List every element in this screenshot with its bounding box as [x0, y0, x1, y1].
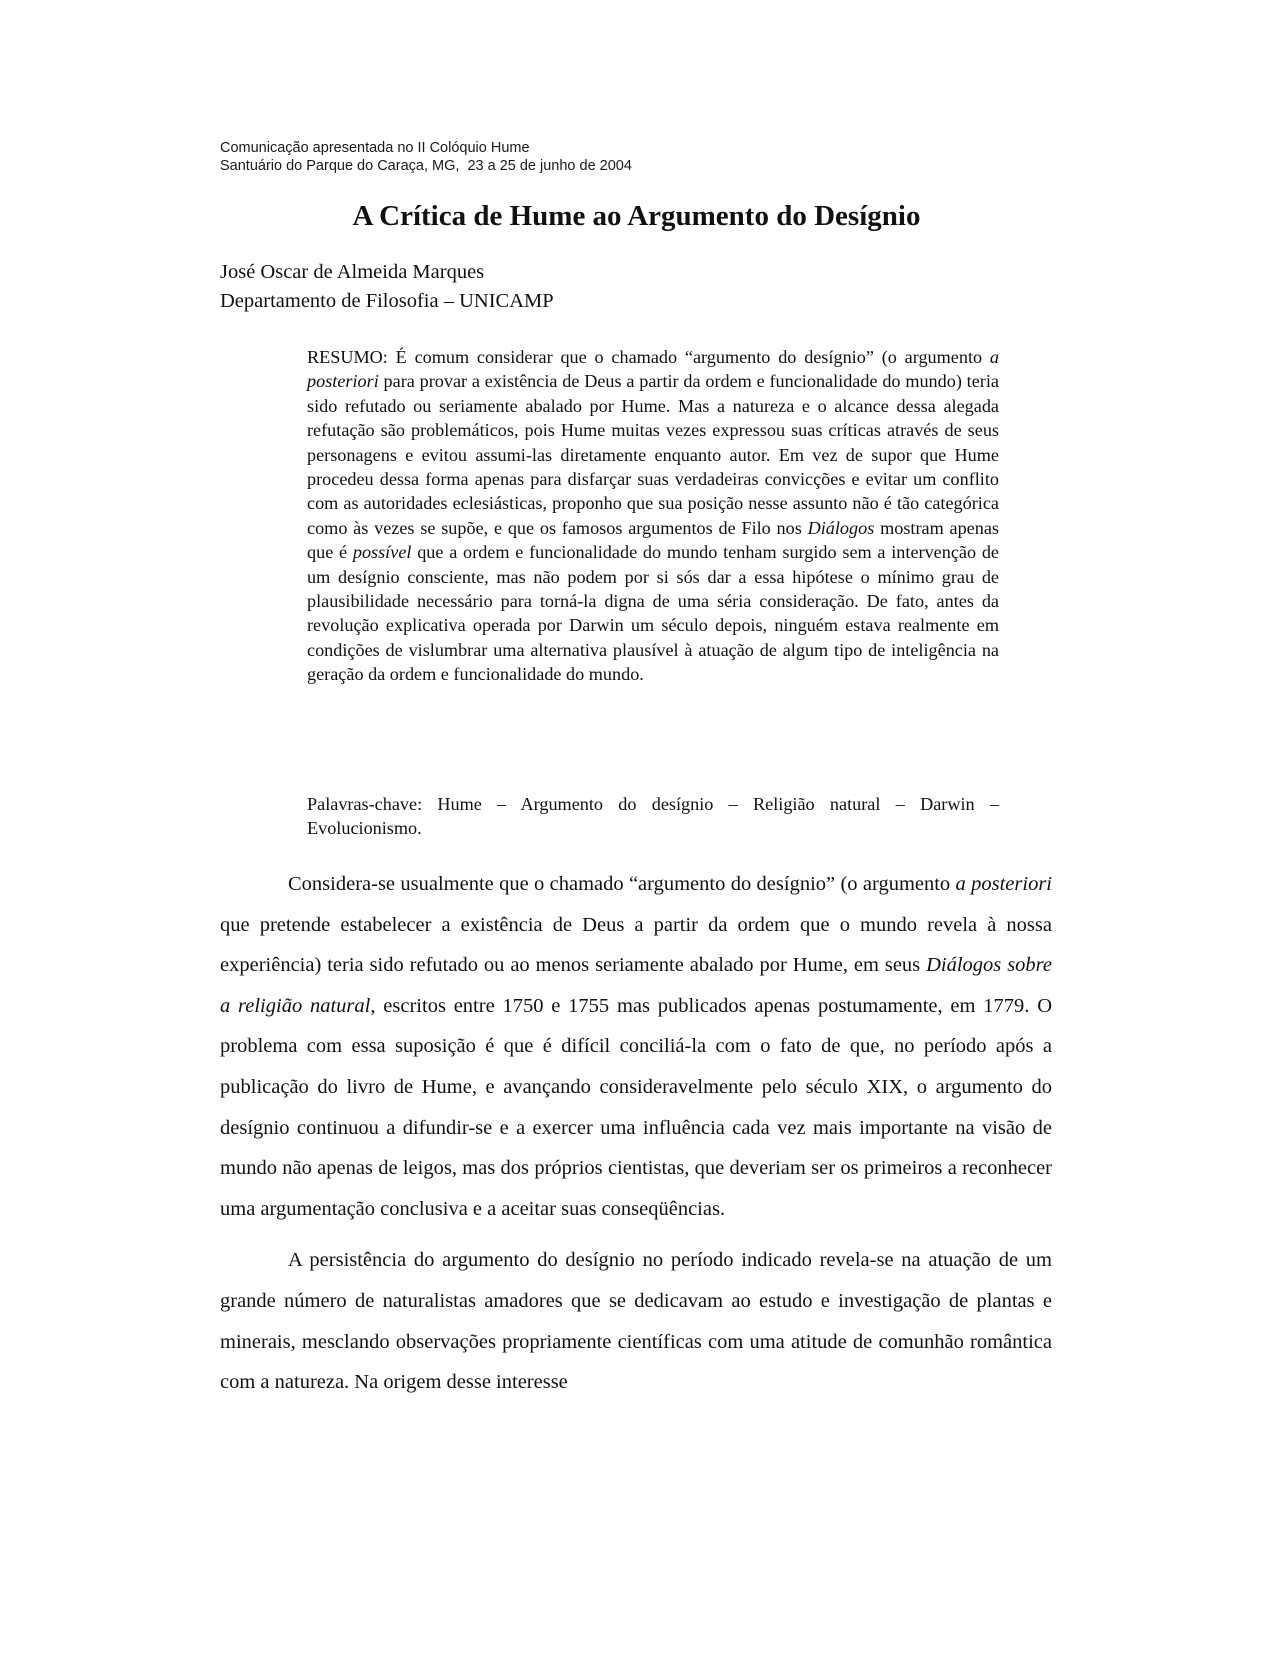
keywords-text: Palavras-chave: Hume – Argumento do desígnio – Religião natural – Darwin – Evolucionismo. — [307, 794, 999, 839]
abstract-text-1: RESUMO: É comum considerar que o chamado “argumento do desígnio” (o argumento — [307, 347, 990, 367]
abstract-italic-3: possível — [352, 542, 412, 563]
conference-note-line-1: Comunicação apresentada no II Colóquio Hume — [220, 140, 530, 156]
author-block — [220, 258, 554, 316]
abstract-italic-2: Diálogos — [807, 517, 875, 538]
abstract-paragraph — [307, 345, 999, 687]
abstract-text-2: para provar a existência de Deus a partir da ordem e funcionalidade do mundo) teria sido refutado ou seriamente abalado por Hume. Mas a natureza e o alcance dessa alegada refutação são problemáticos, pois Hume muitas vezes expressou suas críticas através de seus personagens e evitou assumi-las diretamente enquanto autor. Em vez de supor que Hume procedeu dessa forma apenas para disfarçar suas verdadeiras convicções e evitar um conflito com as autoridades eclesiásticas, proponho que sua posição nesse assunto não é tão categórica como às vezes se supõe, e que os famosos argumentos de Filo nos — [307, 371, 999, 538]
body-p1-text-1: Considera-se usualmente que o chamado “argumento do desígnio” (o argumento — [288, 873, 956, 895]
conference-note-line-2: Santuário do Parque do Caraça, MG, 23 a 25 de junho de 2004 — [220, 158, 632, 174]
body-text — [220, 864, 1052, 1414]
paper-title: A Crítica de Hume ao Argumento do Desígnio — [352, 200, 921, 232]
author-affiliation: Departamento de Filosofia – UNICAMP — [220, 290, 554, 312]
body-p1-text-2: que pretende estabelecer a existência de Deus a partir da ordem que o mundo revela à nossa experiência) teria sido refutado ou ao menos seriamente abalado por Hume, em seus — [220, 913, 1052, 977]
body-p1-italic-2: Diálogos sobre a religião natural — [220, 954, 1052, 1017]
body-p1-text-3: , escritos entre 1750 e 1755 mas publicados apenas postumamente, em 1779. O problema com essa suposição é que é difícil conciliá-la com o fato de que, no período após a publicação do livro de Hume, e avançando consideravelmente pelo século XIX, o argumento do desígnio continuou a difundir-se e a exercer uma influência cada vez mais importante na visão de mundo não apenas de leigos, mas dos próprios cientistas, que deveriam ser os primeiros a reconhecer uma argumentação conclusiva e a aceitar suas conseqüências. — [220, 994, 1052, 1220]
keywords — [307, 792, 999, 841]
abstract-text-4: que a ordem e funcionalidade do mundo tenham surgido sem a intervenção de um desígnio consciente, mas não podem por si sós dar a essa hipótese o mínimo grau de plausibilidade necessário para torná-la digna de uma séria consideração. De fato, antes da revolução explicativa operada por Darwin um século depois, ninguém estava realmente em condições de vislumbrar uma alternativa plausível à atuação de algum tipo de inteligência na geração da ordem e funcionalidade do mundo. — [307, 542, 999, 685]
body-paragraph-1 — [220, 864, 1052, 1229]
abstract-text-3: mostram apenas que é — [307, 517, 999, 563]
author-name: José Oscar de Almeida Marques — [220, 261, 485, 283]
abstract-italic-1: a posteriori — [307, 347, 999, 392]
abstract — [307, 345, 999, 687]
body-paragraph-2: A persistência do argumento do desígnio no período indicado revela-se na atuação de um grande número de naturalistas amadores que se dedicavam ao estudo e investigação de plantas e minerais, mesclando observações propriamente científicas com uma atitude de comunhão romântica com a natureza. Na origem desse interesse — [220, 1249, 1052, 1394]
conference-note — [220, 139, 632, 175]
body-p1-italic-1: a posteriori — [955, 873, 1052, 895]
